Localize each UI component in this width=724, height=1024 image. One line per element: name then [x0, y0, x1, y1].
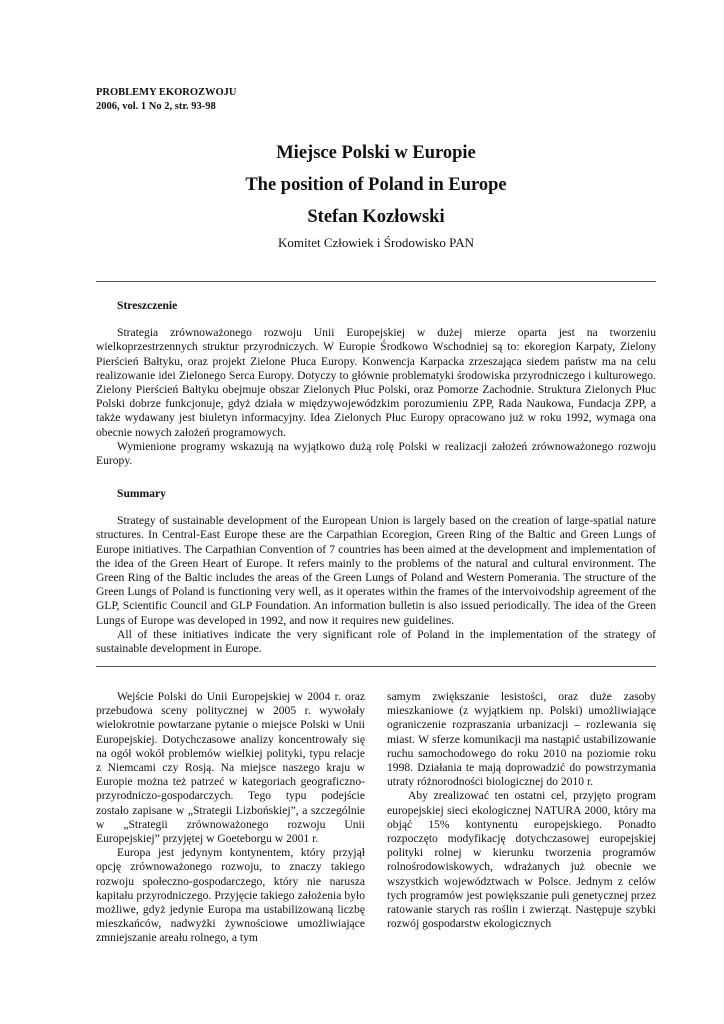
title-english: The position of Poland in Europe [245, 175, 507, 195]
summary-paragraph: All of these initiatives indicate the very significant role of Poland in the implementation of the strategy of sustainable development in Europe. [96, 627, 656, 656]
body-column-left [96, 690, 365, 946]
summary-heading: Summary [117, 487, 166, 500]
body-paragraph: samym zwiększanie lesistości, oraz duże zasoby mieszkaniowe (z wyjątkiem np. Polski) umożliwiające ograniczenie rozpraszania urbanizacji – rozlewania się miast. W sferze komunikacji ma nastąpić ustabilizowanie ruchu samochodowego do roku 2010 na poziomie roku 1998. Działania te mają doprowadzić do powstrzymania utraty różnorodności biologicznej do 2010 r. [387, 690, 656, 789]
streszczenie-paragraph: Wymienione programy wskazują na wyjątkowo dużą rolę Polski w realizacji założeń zrównoważonego rozwoju Europy. [96, 439, 656, 468]
journal-header [96, 86, 237, 114]
body-paragraph: Aby zrealizować ten ostatni cel, przyjęto program europejskiej sieci ekologicznej NATURA 2000, który ma objąć 15% kontynentu europejskiego. Ponadto rozpoczęto modyfikację dotychczasowej europejskiej polityki rolnej w kierunku tworzenia programów rolnośrodowiskowych, wdrażanych już obecnie we wszystkich województwach w Polsce. Jednym z celów tych programów jest powiększanie puli genetycznej przez ratowanie starych ras roślin i zwierząt. Następuje szybki rozwój gospodarstw ekologicznych [387, 789, 656, 931]
top-divider [96, 281, 656, 282]
bottom-divider [96, 666, 656, 667]
streszczenie-heading: Streszczenie [117, 299, 178, 312]
summary-paragraph: Strategy of sustainable development of the European Union is largely based on the creation of large-spatial nature structures. In Central-East Europe these are the Carpathian Ecoregion, Green Ring of the Baltic and Green Lungs of Europe initiatives. The Carpathian Convention of 7 countries has been aimed at the development and implementation of the idea of the Green Heart of Europe. It refers mainly to the problems of the natural and cultural environment. The Green Ring of the Baltic includes the areas of the Green Lungs of Poland and Western Pomerania. The structure of the Green Lungs of Poland is functioning very well, as it operates within the frames of the intervoivodship agreement of the GLP, Scientific Council and GLP Foundation. An information bulletin is also issued periodically. The idea of the Green Lungs of Europe was developed in 1992, and now it requires new guidelines. [96, 514, 656, 627]
body-paragraph: Europa jest jedynym kontynentem, który przyjął opcję zrównoważonego rozwoju, to znaczy takiego rozwoju społeczno-gospodarczego, który nie narusza kapitału przyrodniczego. Przyjęcie takiego założenia było możliwe, gdyż jedynie Europa ma ustabilizowaną liczbę mieszkańców, nadwyżki żywnościowe umożliwiające zmniejszanie areału rolnego, a tym [96, 846, 365, 945]
journal-issue: 2006, vol. 1 No 2, str. 93-98 [96, 101, 216, 112]
body-column-right [387, 690, 656, 931]
body-paragraph: Wejście Polski do Unii Europejskiej w 2004 r. oraz przebudowa sceny politycznej w 2005 r. wywołały wielokrotnie powtarzane pytanie o miejsce Polski w Unii Europejskiej. Dotychczasowe analizy koncentrowały się na ogół wokół problemów wielkiej polityki, typu relacje z Niemcami czy Rosją. Na miejsce naszego kraju w Europie można też patrzeć w kategoriach geograficzno-przyrodniczo-gospodarczych. Tego typu podejście zostało zapisane w „Strategii Lizbońskiej”, a szczególnie w „Strategii zrównoważonego rozwoju Unii Europejskiej” przyjętej w Goeteborgu w 2001 r. [96, 690, 365, 846]
streszczenie-paragraph: Strategia zrównoważonego rozwoju Unii Europejskiej w dużej mierze oparta jest na tworzeniu wielkoprzestrzennych struktur przyrodniczych. W Europie Środkowo Wschodniej są to: ekoregion Karpaty, Zielony Pierścień Bałtyku, oraz projekt Zielone Płuca Europy. Konwencja Karpacka zrzeszająca siedem państw ma na celu realizowanie idei Zielonego Serca Europy. Dotyczy to głównie problematyki środowiska przyrodniczego i kulturowego. Zielony Pierścień Bałtyku obejmuje obszar Zielonych Płuc Polski, oraz Pomorze Zachodnie. Struktura Zielonych Płuc Polski dobrze funkcjonuje, gdyż działa w międzywojewódzkim porozumieniu ZPP, Rada Naukowa, Fundacja ZPP, a także wydawany jest biuletyn informacyjny. Idea Zielonych Płuc Europy opracowano już w roku 1992, wymaga ona obecnie nowych założeń programowych. [96, 326, 656, 439]
title-polish: Miejsce Polski w Europie [276, 143, 476, 163]
title-block [96, 143, 656, 251]
author-name: Stefan Kozłowski [307, 207, 445, 227]
streszczenie-section [96, 299, 656, 468]
summary-section [96, 487, 656, 656]
author-affiliation: Komitet Człowiek i Środowisko PAN [278, 235, 474, 250]
journal-name: PROBLEMY EKOROZWOJU [96, 87, 237, 98]
